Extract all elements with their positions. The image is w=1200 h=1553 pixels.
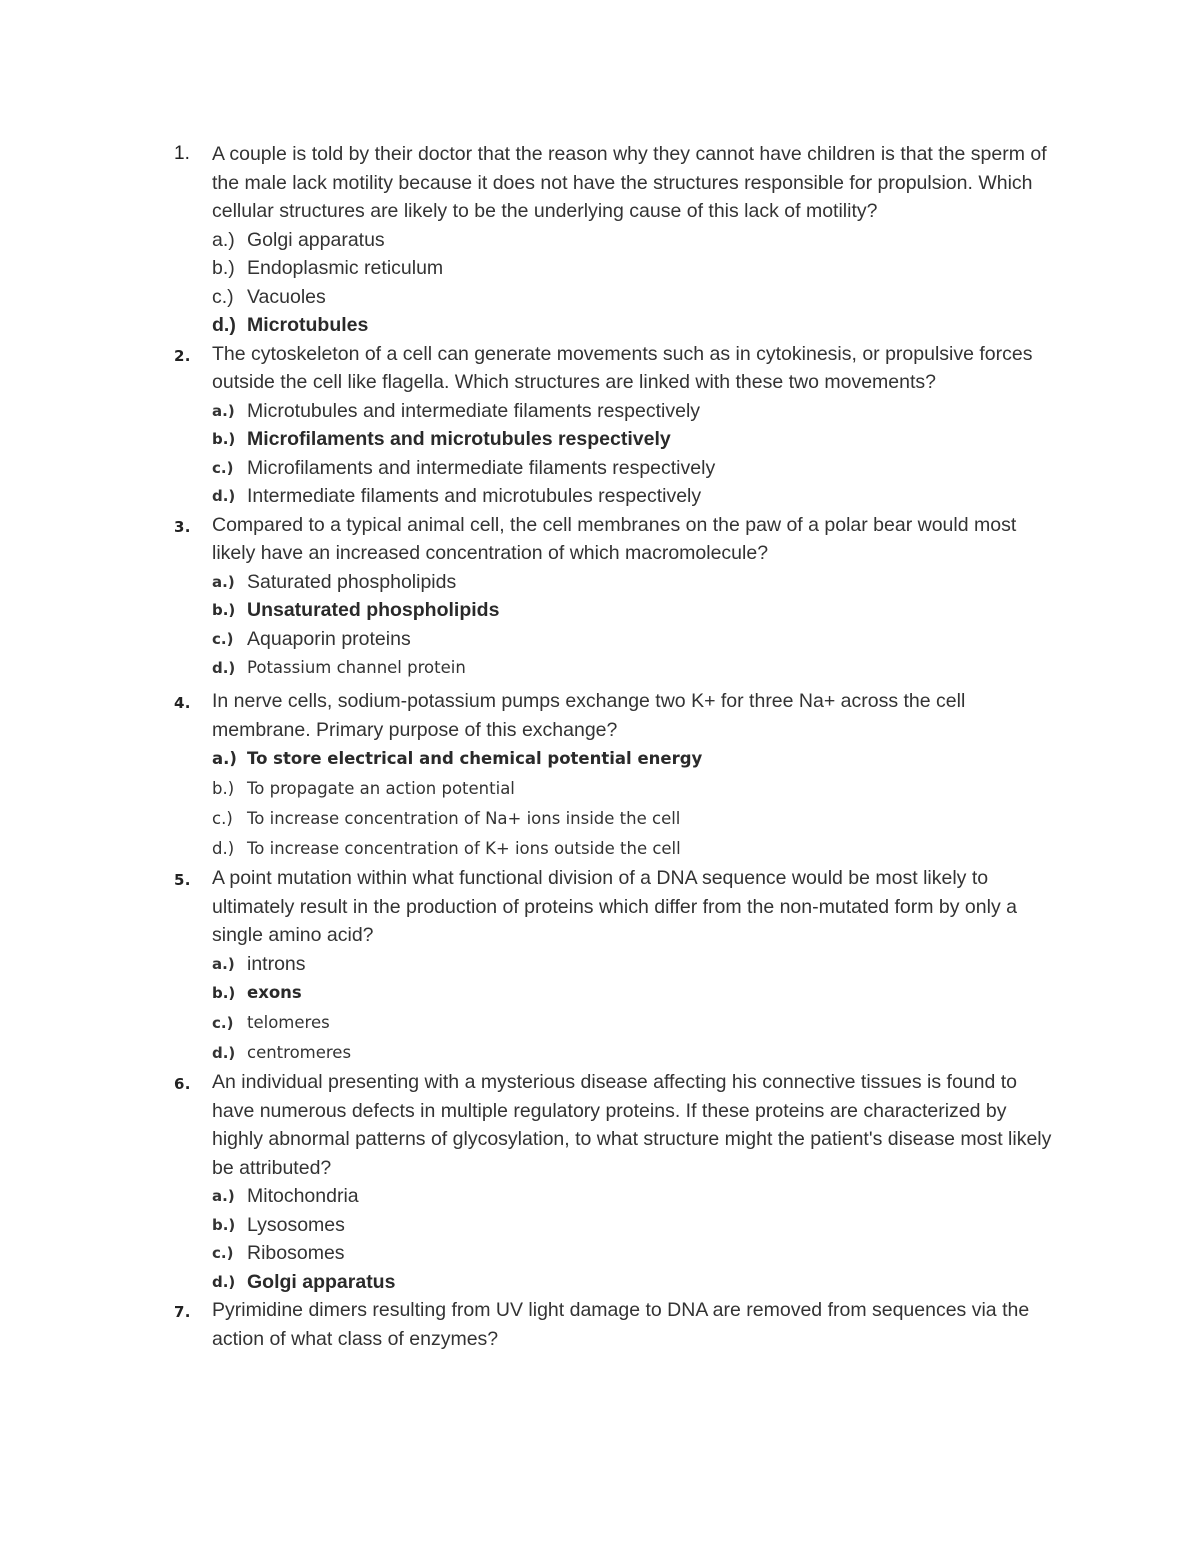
options-list <box>0 744 1200 864</box>
option-c: c.) Ribosomes <box>212 1242 345 1264</box>
option-a: a.) introns <box>212 952 306 975</box>
question-text: A point mutation within what functional division of a DNA sequence would be most likely to ultimately result in the production of proteins which differ from the non-mutated form by only a single amino acid? <box>212 867 1017 946</box>
question-5 <box>0 864 1200 1068</box>
question-number: 1. <box>174 143 190 164</box>
option-d-answer: d.) Microtubules <box>212 314 369 336</box>
option-d: d.) centromeres <box>212 1043 352 1062</box>
option-b-answer: b.) Unsaturated phospholipids <box>212 599 500 621</box>
option-c: c.) Microfilaments and intermediate filaments respectively <box>212 456 716 479</box>
options-list <box>0 397 1200 511</box>
options-list <box>0 226 1200 340</box>
question-3 <box>0 511 1200 684</box>
question-text: Compared to a typical animal cell, the cell membranes on the paw of a polar bear would most likely have an increased concentration of which macromolecule? <box>212 513 1017 564</box>
option-d: d.) To increase concentration of K+ ions outside the cell <box>212 839 681 858</box>
option-b-answer: b.) exons <box>212 983 302 1002</box>
question-number: 6. <box>174 1075 191 1093</box>
question-6 <box>0 1068 1200 1296</box>
option-b-answer: b.) Microfilaments and microtubules respectively <box>212 428 671 450</box>
document-page <box>0 140 1200 1353</box>
option-b: b.) Endoplasmic reticulum <box>212 257 444 279</box>
option-a-answer: a.) To store electrical and chemical potential energy <box>212 749 703 768</box>
option-c: c.) Vacuoles <box>212 285 326 308</box>
question-2 <box>0 340 1200 511</box>
question-text: A couple is told by their doctor that the reason why they cannot have children is that the sperm of the male lack motility because it does not have the structures responsible for propulsion. Which cellular structures are likely to be the underlying cause of this lack of motility? <box>212 143 1047 222</box>
question-number: 3. <box>174 517 191 536</box>
question-4 <box>0 687 1200 864</box>
option-c: c.) telomeres <box>212 1013 330 1032</box>
question-1 <box>0 140 1200 340</box>
question-number: 2. <box>174 346 191 365</box>
options-list <box>0 1182 1200 1296</box>
question-text: Pyrimidine dimers resulting from UV light damage to DNA are removed from sequences via the action of what class of enzymes? <box>212 1299 1030 1350</box>
option-d-answer: d.) Golgi apparatus <box>212 1270 396 1293</box>
option-a: a.) Golgi apparatus <box>212 228 385 251</box>
question-text: An individual presenting with a mysterious disease affecting his connective tissues is found to have numerous defects in multiple regulatory proteins. If these proteins are characterized by highly abnormal patterns of glycosylation, to what structure might the patient's disease most likely be attributed? <box>212 1071 1052 1179</box>
option-b: b.) To propagate an action potential <box>212 779 515 798</box>
question-7 <box>0 1296 1200 1353</box>
option-d: d.) Potassium channel protein <box>212 658 466 677</box>
option-d: d.) Intermediate filaments and microtubules respectively <box>212 485 702 507</box>
question-number: 4. <box>174 694 191 712</box>
option-a: a.) Mitochondria <box>212 1185 359 1207</box>
options-list <box>0 568 1200 684</box>
question-number: 7. <box>174 1303 191 1321</box>
option-a: a.) Microtubules and intermediate filaments respectively <box>212 399 701 422</box>
option-a: a.) Saturated phospholipids <box>212 570 457 593</box>
option-b: b.) Lysosomes <box>212 1213 345 1236</box>
question-text: In nerve cells, sodium-potassium pumps exchange two K+ for three Na+ across the cell membrane. Primary purpose of this exchange? <box>212 690 966 741</box>
option-c: c.) To increase concentration of Na+ ions inside the cell <box>212 809 681 828</box>
question-text: The cytoskeleton of a cell can generate movements such as in cytokinesis, or propulsive forces outside the cell like flagella. Which structures are linked with these two movements? <box>212 342 1033 393</box>
question-number: 5. <box>174 871 191 889</box>
options-list <box>0 950 1200 1069</box>
option-c: c.) Aquaporin proteins <box>212 627 411 650</box>
